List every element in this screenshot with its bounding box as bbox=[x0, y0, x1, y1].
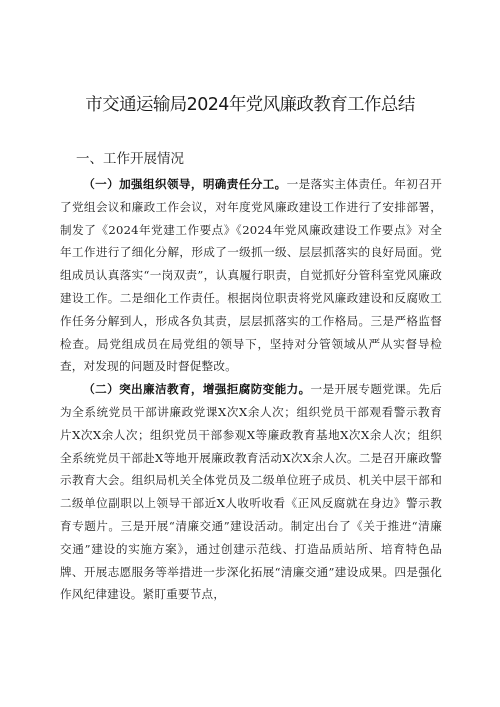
section-heading: 一、工作开展情况 bbox=[76, 151, 184, 167]
paragraph-education bbox=[60, 378, 442, 606]
document-title: 市交通运输局2024年党风廉政教育工作总结 bbox=[85, 95, 415, 115]
paragraph-lead-organization: （一）加强组织领导，明确责任分工。 bbox=[83, 177, 287, 191]
paragraph-lead-education: （二）突出廉洁教育，增强拒腐防变能力。 bbox=[83, 382, 311, 397]
paragraph-text-education: 一是开展专题党课。先后为全系统党员干部讲廉政党课X次X余人次；组织党员干部观看警示教育片X次X余人次；组织党员干部参观X等廉政教育基地X次X余人次；组织全系统党员干部赴X等地开展廉政教育活动X次X余人次。二是召开廉政警示教育大会。组织局机关全体党员及二级单位班子成员、机关中层干部和二级单位副职以上领导干部近X人收听收看《正风反腐就在身边》警示教育专题片。三是开展“清廉交通”建设活动。制定出台了《关于推进“清廉交通”建设的实施方案》，通过创建示范线、打造品质站所、培育特色品牌、开展志愿服务等举措进一步深化拓展“清廉交通”建设成果。四是强化作风纪律建设。紧盯重要节点， bbox=[60, 382, 442, 602]
document-body bbox=[60, 173, 442, 606]
paragraph-organization bbox=[60, 173, 442, 378]
paragraph-text-organization: 一是落实主体责任。年初召开了党组会议和廉政工作会议，对年度党风廉政建设工作进行了安排部署，制发了《2024年党建工作要点》《2024年党风廉政建设工作要点》对全年工作进行了细化分解，形成了一级抓一级、层层抓落实的良好局面。党组成员认真落实“一岗双责”，认真履行职责，自觉抓好分管科室党风廉政建设工作。二是细化工作责任。根据岗位职责将党风廉政建设和反腐败工作任务分解到人，形成各负其责，层层抓落实的工作格局。三是严格监督检查。局党组成员在局党组的领导下，坚持对分管领域从严从实督导检查，对发现的问题及时督促整改。 bbox=[60, 177, 442, 374]
